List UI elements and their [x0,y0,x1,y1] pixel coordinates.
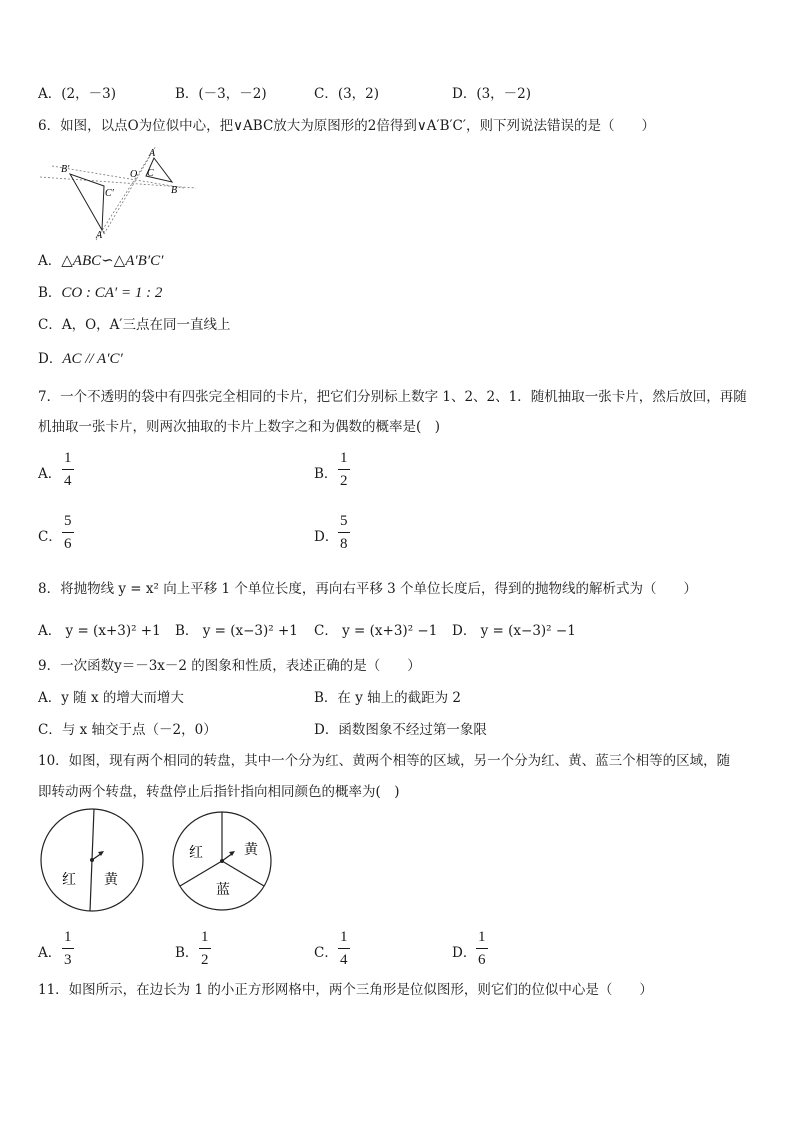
q10-stem-line1: 10．如图，现有两个相同的转盘，其中一个分为红、黄两个相等的区域，另一个分为红、黄、蓝三个相等的区域，随 [38,753,731,769]
q10-option-d-fraction: 1 6 [478,929,486,968]
q7-option-d-fraction: 5 8 [340,513,348,552]
spinner-three-regions [173,812,271,910]
q8-option-b: B． y = (x−3)² +1 [175,623,298,639]
q10-option-b-letter: B． [175,945,199,961]
q10-option-c-letter: C． [314,945,338,961]
q6-option-a: A．△ABC∽△A′B′C′ [38,253,164,269]
q7-option-a-fraction: 1 4 [64,450,72,489]
q7-option-d-letter: D． [314,529,339,545]
q6-label-a-prime: A′ [96,230,105,241]
q7-option-b-fraction: 1 2 [340,450,348,489]
q9-option-b: B．在 y 轴上的截距为 2 [314,690,462,706]
q10-option-d-letter: D． [452,945,477,961]
q7-stem-line1: 7．一个不透明的袋中有四张完全相同的卡片，把它们分别标上数字 1、2、2、1．随机抽取一张卡片，然后放回，再随 [38,389,747,405]
q8-option-a: A． y = (x+3)² +1 [38,623,161,639]
q6-stem: 6．如图，以点O为位似中心，把∨ABC放大为原图形的2倍得到∨A′B′C′，则下列说法错误的是（ ） [38,118,655,134]
q6-option-d: D．AC // A′C′ [38,351,123,367]
spinner2-label-yellow: 黄 [244,843,258,858]
spinner2-label-red: 红 [189,846,203,861]
q6-label-o: O [130,169,138,180]
q6-label-c: C [147,168,154,179]
q6-option-b: B．CO : CA′ = 1 : 2 [38,285,163,301]
q6-figure [38,144,198,242]
q8-option-d: D． y = (x−3)² −1 [452,623,576,639]
q8-option-c: C． y = (x+3)² −1 [314,623,438,639]
q5-option-a: A．(2，－3) [38,86,116,102]
q9-stem: 9．一次函数y＝－3x－2 的图象和性质，表述正确的是（ ） [38,658,421,674]
q6-label-a: A [149,148,156,159]
q10-option-b-fraction: 1 2 [201,929,209,968]
q10-option-a-fraction: 1 3 [64,929,72,968]
q7-option-c-letter: C． [38,529,62,545]
q10-spinners-figure [38,808,278,916]
q5-option-c: C．(3，2) [314,86,380,102]
q7-option-c-fraction: 5 6 [64,513,72,552]
q11-stem: 11．如图所示，在边长为 1 的小正方形网格中，两个三角形是位似图形，则它们的位似中心是（ ） [38,982,653,998]
q10-option-c-fraction: 1 4 [340,929,348,968]
spinner2-label-blue: 蓝 [216,883,230,898]
q9-option-a: A．y 随 x 的增大而增大 [38,690,184,706]
q6-option-c: C．A，O，A′三点在同一直线上 [38,317,231,333]
q8-stem: 8．将抛物线 y = x² 向上平移 1 个单位长度，再向右平移 3 个单位长度后，得到的抛物线的解析式为（ ） [38,581,698,597]
q9-option-c: C．与 x 轴交于点（－2，0） [38,722,217,738]
q7-stem-line2: 机抽取一张卡片，则两次抽取的卡片上数字之和为偶数的概率是( ) [38,419,441,435]
q6-label-b-prime: B′ [61,164,70,175]
q7-option-a-letter: A． [38,466,62,482]
q7-option-b-letter: B． [314,466,338,482]
q10-stem-line2: 即转动两个转盘，转盘停止后指针指向相同颜色的概率为( ) [38,784,400,800]
spinner1-label-yellow: 黄 [104,873,118,888]
q9-option-d: D．函数图象不经过第一象限 [314,722,487,738]
q5-option-d: D．(3，－2) [452,86,532,102]
spinner1-label-red: 红 [62,873,76,888]
q6-label-b: B [171,185,178,196]
q5-option-b: B．(－3，－2) [175,86,267,102]
spinner-two-regions [41,809,143,911]
q10-option-a-letter: A． [38,945,62,961]
q6-label-c-prime: C′ [105,188,114,199]
